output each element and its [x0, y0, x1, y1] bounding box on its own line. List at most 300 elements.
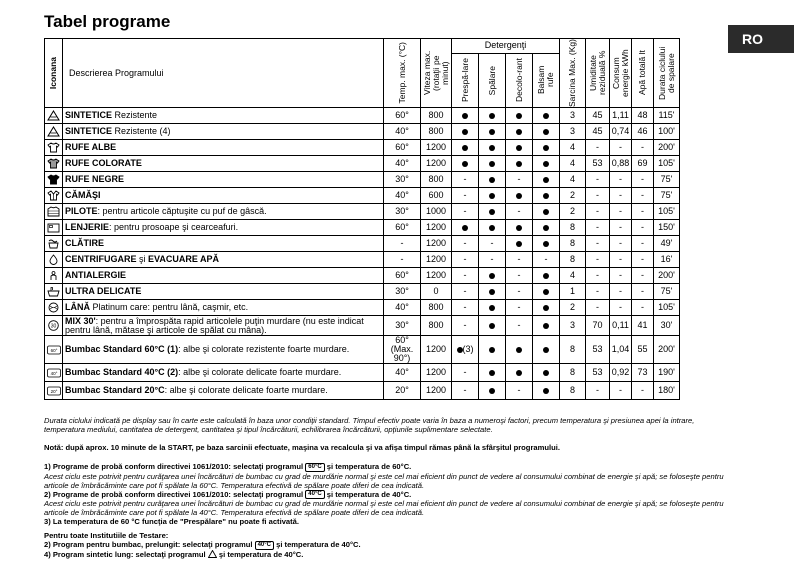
- antiallergy-icon: [45, 268, 63, 284]
- speed-cell: 1200: [421, 220, 452, 236]
- synthetic-icon: [45, 108, 63, 124]
- bleach-cell: -: [506, 252, 533, 268]
- wash-cell: [479, 108, 506, 124]
- program-row: [45, 336, 680, 364]
- prewash-cell: [452, 108, 479, 124]
- bed-linen-icon: [45, 220, 63, 236]
- dot-marker: [489, 370, 495, 376]
- softener-cell: [533, 382, 560, 400]
- temp-cell: 40°: [384, 188, 421, 204]
- duration-cell: 180': [654, 382, 680, 400]
- header-detergents: Detergenţi: [452, 39, 560, 54]
- header-temp: Temp. max. (°C): [384, 39, 421, 108]
- speed-cell: 1000: [421, 204, 452, 220]
- svg-text:20°: 20°: [50, 388, 57, 394]
- softener-cell: [533, 188, 560, 204]
- shirt-black-icon: [45, 172, 63, 188]
- bleach-cell: [506, 336, 533, 364]
- temp-cell: 40°: [384, 300, 421, 316]
- dot-marker: [516, 161, 522, 167]
- rinse-icon: [45, 236, 63, 252]
- humidity-cell: -: [586, 268, 610, 284]
- humidity-cell: -: [586, 382, 610, 400]
- header-humidity: Umiditate reziduală %: [586, 39, 610, 108]
- dot-marker: [516, 113, 522, 119]
- temp-cell: 40°: [384, 364, 421, 382]
- program-row: [45, 156, 680, 172]
- program-row: [45, 220, 680, 236]
- dot-marker: [489, 113, 495, 119]
- dot-marker: [516, 225, 522, 231]
- energy-cell: -: [610, 382, 632, 400]
- energy-cell: -: [610, 236, 632, 252]
- softener-cell: [533, 108, 560, 124]
- header-description: Descrierea Programului: [63, 39, 384, 108]
- dot-marker: [489, 289, 495, 295]
- duration-cell: 75': [654, 172, 680, 188]
- program-description: Bumbac Standard 60°C (1): albe şi colorate rezistente foarte murdare.: [63, 336, 384, 364]
- humidity-cell: -: [586, 284, 610, 300]
- speed-cell: 1200: [421, 364, 452, 382]
- dress-shirt-icon: [45, 188, 63, 204]
- softener-cell: [533, 316, 560, 336]
- wash-cell: [479, 268, 506, 284]
- duration-cell: 100': [654, 124, 680, 140]
- dot-marker: [543, 193, 549, 199]
- humidity-cell: 53: [586, 336, 610, 364]
- page-title: Tabel programe: [44, 12, 171, 31]
- cotton-40-icon: [45, 364, 63, 382]
- program-row: [45, 316, 680, 336]
- testing-title: Pentru toate Institutiile de Testare:: [44, 531, 169, 540]
- wash-cell: [479, 382, 506, 400]
- dot-marker: [462, 225, 468, 231]
- footnote-2-detail: Acest ciclu este potrivit pentru curăţarea unei încărcături de bumbac cu grad de murdărie normal şi este cel mai eficient din punct de vedere al consumului combinat de energie şi apă; se foloseşte pentru articole de îmbrăcăminte care pot fi spălate la 40°C. Temperatura efectivă de spălare poate diferi de cea indicată.: [44, 499, 724, 517]
- testing-note-4: 4) Program sintetic lung: selectaţi programul şi temperatura de 40°C.: [44, 549, 304, 559]
- wash-cell: [479, 364, 506, 382]
- program-row: [45, 364, 680, 382]
- duration-cell: 115': [654, 108, 680, 124]
- wash-cell: [479, 156, 506, 172]
- humidity-cell: 53: [586, 156, 610, 172]
- prewash-cell: [452, 124, 479, 140]
- language-tab: RO: [728, 25, 794, 53]
- temp-cell: 60°: [384, 268, 421, 284]
- dot-marker: [543, 370, 549, 376]
- dot-marker: [516, 370, 522, 376]
- speed-cell: 800: [421, 300, 452, 316]
- shirt-white-icon: [45, 140, 63, 156]
- program-row: [45, 124, 680, 140]
- temp-cell: 60°: [384, 108, 421, 124]
- bleach-cell: -: [506, 204, 533, 220]
- dot-marker: [516, 347, 522, 353]
- temp-cell: 30°: [384, 284, 421, 300]
- program-row: [45, 382, 680, 400]
- program-row: [45, 140, 680, 156]
- header-load: Sarcina Max. (Kg): [560, 39, 586, 108]
- softener-cell: [533, 140, 560, 156]
- load-cell: 8: [560, 236, 586, 252]
- speed-cell: 800: [421, 108, 452, 124]
- duration-cell: 105': [654, 300, 680, 316]
- temp-cell: 60°: [384, 220, 421, 236]
- bleach-cell: -: [506, 300, 533, 316]
- header-icon: Iconana: [45, 39, 63, 108]
- start-note: Notă: după aprox. 10 minute de la START, pe baza sarcinii efectuate, maşina va recalcula şi va afişa timpul rămas până la sfârşitul programului.: [44, 443, 560, 452]
- dot-marker: [462, 113, 468, 119]
- water-cell: -: [632, 204, 654, 220]
- speed-cell: 800: [421, 124, 452, 140]
- speed-cell: 1200: [421, 336, 452, 364]
- dot-marker: [462, 129, 468, 135]
- header-prewash: Prespă-lare: [452, 53, 479, 107]
- dot-marker: [489, 193, 495, 199]
- softener-cell: [533, 220, 560, 236]
- speed-cell: 1200: [421, 268, 452, 284]
- energy-cell: 0,92: [610, 364, 632, 382]
- humidity-cell: -: [586, 204, 610, 220]
- water-cell: -: [632, 172, 654, 188]
- bleach-cell: -: [506, 172, 533, 188]
- water-cell: 41: [632, 316, 654, 336]
- shirt-color-icon: [45, 156, 63, 172]
- prewash-cell: (3): [452, 336, 479, 364]
- dot-marker: [489, 177, 495, 183]
- dot-marker: [543, 113, 549, 119]
- program-row: [45, 284, 680, 300]
- bleach-cell: [506, 236, 533, 252]
- dot-marker: [489, 388, 495, 394]
- load-cell: 8: [560, 336, 586, 364]
- temp-cell: 40°: [384, 124, 421, 140]
- duration-cell: 16': [654, 252, 680, 268]
- energy-cell: 1,04: [610, 336, 632, 364]
- load-cell: 2: [560, 204, 586, 220]
- duration-cell: 200': [654, 268, 680, 284]
- humidity-cell: -: [586, 188, 610, 204]
- duration-cell: 105': [654, 204, 680, 220]
- program-description: CLĂTIRE: [63, 236, 384, 252]
- load-cell: 8: [560, 364, 586, 382]
- hand-wash-icon: [45, 284, 63, 300]
- energy-cell: -: [610, 140, 632, 156]
- speed-cell: 600: [421, 188, 452, 204]
- header-bleach: Decolo-rant: [506, 53, 533, 107]
- wash-cell: [479, 316, 506, 336]
- spin-drain-icon: [45, 252, 63, 268]
- dot-marker: [489, 347, 495, 353]
- humidity-cell: 45: [586, 124, 610, 140]
- bleach-cell: [506, 220, 533, 236]
- water-cell: 46: [632, 124, 654, 140]
- softener-cell: [533, 156, 560, 172]
- load-cell: 8: [560, 220, 586, 236]
- energy-cell: -: [610, 220, 632, 236]
- program-table: [44, 38, 680, 400]
- duration-cell: 49': [654, 236, 680, 252]
- testing-note-2: 2) Program pentru bumbac, prelungit: selectaţi programul 40°C şi temperatura de 40°C.: [44, 540, 361, 549]
- prewash-cell: -: [452, 172, 479, 188]
- temp-cell: 30°: [384, 316, 421, 336]
- energy-cell: -: [610, 252, 632, 268]
- dot-marker: [543, 161, 549, 167]
- humidity-cell: -: [586, 300, 610, 316]
- load-cell: 1: [560, 284, 586, 300]
- program-row: [45, 108, 680, 124]
- dot-marker: [489, 145, 495, 151]
- svg-text:30: 30: [50, 323, 57, 330]
- program-row: [45, 236, 680, 252]
- program-row: [45, 172, 680, 188]
- program-description: SINTETICE Rezistente: [63, 108, 384, 124]
- cotton-60-icon: 60°C: [305, 463, 324, 472]
- footnotes: [44, 462, 724, 560]
- wash-cell: [479, 220, 506, 236]
- duration-cell: 30': [654, 316, 680, 336]
- prewash-cell: [452, 140, 479, 156]
- load-cell: 2: [560, 300, 586, 316]
- humidity-cell: -: [586, 220, 610, 236]
- footnote-1: 1) Programe de probă conform directivei 1061/2010: selectaţi programul 60°C şi temperatura de 60°C.: [44, 462, 412, 471]
- energy-cell: -: [610, 188, 632, 204]
- header-speed: Viteza max. (rotaţii pe minut): [421, 39, 452, 108]
- duration-cell: 105': [654, 156, 680, 172]
- program-description: Bumbac Standard 20°C: albe şi colorate delicate foarte murdare.: [63, 382, 384, 400]
- program-description: SINTETICE Rezistente (4): [63, 124, 384, 140]
- cotton-20-icon: [45, 382, 63, 400]
- program-description: ANTIALERGIE: [63, 268, 384, 284]
- dot-marker: [543, 177, 549, 183]
- temp-cell: 40°: [384, 156, 421, 172]
- dot-marker: [516, 193, 522, 199]
- wash-cell: -: [479, 236, 506, 252]
- energy-cell: -: [610, 284, 632, 300]
- load-cell: 3: [560, 124, 586, 140]
- softener-cell: [533, 300, 560, 316]
- softener-cell: [533, 268, 560, 284]
- bleach-cell: -: [506, 316, 533, 336]
- duration-cell: 75': [654, 188, 680, 204]
- dot-marker: [462, 161, 468, 167]
- program-description: CĂMĂŞI: [63, 188, 384, 204]
- program-row: [45, 204, 680, 220]
- load-cell: 4: [560, 172, 586, 188]
- bleach-cell: [506, 156, 533, 172]
- dot-marker: [516, 129, 522, 135]
- water-cell: -: [632, 220, 654, 236]
- speed-cell: 1200: [421, 382, 452, 400]
- prewash-cell: -: [452, 364, 479, 382]
- prewash-cell: -: [452, 382, 479, 400]
- softener-cell: -: [533, 252, 560, 268]
- energy-cell: 0,88: [610, 156, 632, 172]
- load-cell: 3: [560, 316, 586, 336]
- mix-30-icon: [45, 316, 63, 336]
- wash-cell: [479, 124, 506, 140]
- program-description: ULTRA DELICATE: [63, 284, 384, 300]
- synthetic-icon: [208, 550, 217, 560]
- dot-marker: [489, 129, 495, 135]
- wash-cell: [479, 172, 506, 188]
- water-cell: -: [632, 300, 654, 316]
- program-description: MIX 30': pentru a împrospăta rapid articolele puţin murdare (nu este indicat pentru lână, mătase şi articole de spălat cu mâna).: [63, 316, 384, 336]
- dot-marker: [543, 289, 549, 295]
- dot-marker: [543, 225, 549, 231]
- program-description: RUFE ALBE: [63, 140, 384, 156]
- water-cell: -: [632, 268, 654, 284]
- energy-cell: 0,11: [610, 316, 632, 336]
- speed-cell: 1200: [421, 236, 452, 252]
- cotton-60-icon: [45, 336, 63, 364]
- energy-cell: -: [610, 268, 632, 284]
- speed-cell: 0: [421, 284, 452, 300]
- humidity-cell: 70: [586, 316, 610, 336]
- softener-cell: [533, 336, 560, 364]
- bleach-cell: -: [506, 268, 533, 284]
- softener-cell: [533, 284, 560, 300]
- water-cell: -: [632, 382, 654, 400]
- temp-cell: -: [384, 252, 421, 268]
- wash-cell: [479, 188, 506, 204]
- header-duration: Durata ciclului de spalare: [654, 39, 680, 108]
- footnote-2: 2) Programe de probă conform directivei 1061/2010: selectaţi programul 40°C şi temperatura de 40°C.: [44, 489, 412, 499]
- humidity-cell: 45: [586, 108, 610, 124]
- prewash-cell: [452, 156, 479, 172]
- water-cell: -: [632, 236, 654, 252]
- program-row: [45, 188, 680, 204]
- duration-cell: 200': [654, 336, 680, 364]
- load-cell: 4: [560, 268, 586, 284]
- header-wash: Spălare: [479, 53, 506, 107]
- bleach-cell: [506, 364, 533, 382]
- prewash-cell: -: [452, 284, 479, 300]
- wash-cell: [479, 284, 506, 300]
- temp-cell: 20°: [384, 382, 421, 400]
- load-cell: 4: [560, 140, 586, 156]
- cotton-40-icon: 40°C: [255, 541, 274, 550]
- load-cell: 4: [560, 156, 586, 172]
- water-cell: 69: [632, 156, 654, 172]
- prewash-cell: -: [452, 268, 479, 284]
- wash-cell: [479, 336, 506, 364]
- program-description: RUFE NEGRE: [63, 172, 384, 188]
- program-description: Bumbac Standard 40°C (2): albe şi colorate delicate foarte murdare.: [63, 364, 384, 382]
- speed-cell: 1200: [421, 252, 452, 268]
- wash-cell: -: [479, 252, 506, 268]
- load-cell: 8: [560, 252, 586, 268]
- header-energy: Consum energie kWh: [610, 39, 632, 108]
- softener-cell: [533, 364, 560, 382]
- dot-marker: [543, 273, 549, 279]
- synthetic-icon: [45, 124, 63, 140]
- svg-text:40°: 40°: [50, 370, 57, 376]
- wash-cell: [479, 300, 506, 316]
- energy-cell: 0,74: [610, 124, 632, 140]
- dot-marker: [516, 145, 522, 151]
- wash-cell: [479, 140, 506, 156]
- header-softener: Balsam rufe: [533, 53, 560, 107]
- duration-cell: 190': [654, 364, 680, 382]
- dot-marker: [543, 241, 549, 247]
- humidity-cell: -: [586, 140, 610, 156]
- energy-cell: -: [610, 172, 632, 188]
- duration-cell: 75': [654, 284, 680, 300]
- bleach-cell: [506, 108, 533, 124]
- dot-marker: [543, 209, 549, 215]
- softener-cell: [533, 172, 560, 188]
- speed-cell: 800: [421, 172, 452, 188]
- softener-cell: [533, 124, 560, 140]
- load-cell: 3: [560, 108, 586, 124]
- jacket-icon: [45, 204, 63, 220]
- humidity-cell: -: [586, 172, 610, 188]
- svg-text:60°: 60°: [50, 347, 57, 353]
- header-water: Apă totală lt: [632, 39, 654, 108]
- dot-marker: [489, 323, 495, 329]
- bleach-cell: [506, 124, 533, 140]
- speed-cell: 1200: [421, 140, 452, 156]
- wash-cell: [479, 204, 506, 220]
- humidity-cell: -: [586, 236, 610, 252]
- program-row: [45, 252, 680, 268]
- speed-cell: 800: [421, 316, 452, 336]
- energy-cell: 1,11: [610, 108, 632, 124]
- duration-cell: 150': [654, 220, 680, 236]
- temp-cell: -: [384, 236, 421, 252]
- bleach-cell: -: [506, 382, 533, 400]
- temp-cell: 30°: [384, 172, 421, 188]
- dot-marker: [543, 129, 549, 135]
- wool-icon: [45, 300, 63, 316]
- footnote-1-detail: Acest ciclu este potrivit pentru curăţarea unei încărcături de bumbac cu grad de murdărie normal şi este cel mai eficient din punct de vedere al consumului combinat de energie şi apă; se foloseşte pentru articole de îmbrăcăminte care pot fi spălate la 60°C. Temperatura efectivă de spălare poate diferi de cea indicată.: [44, 471, 724, 490]
- water-cell: -: [632, 140, 654, 156]
- program-description: PILOTE: pentru articole căptuşite cu puf de gâscă.: [63, 204, 384, 220]
- water-cell: 73: [632, 364, 654, 382]
- temp-cell: 60° (Max. 90°): [384, 336, 421, 364]
- humidity-cell: -: [586, 252, 610, 268]
- water-cell: -: [632, 252, 654, 268]
- humidity-cell: 53: [586, 364, 610, 382]
- dot-marker: [543, 305, 549, 311]
- prewash-cell: -: [452, 316, 479, 336]
- dot-marker: [489, 209, 495, 215]
- dot-marker: [516, 241, 522, 247]
- dot-marker: [543, 388, 549, 394]
- dot-marker: [489, 161, 495, 167]
- cotton-40-icon: 40°C: [305, 490, 324, 499]
- dot-marker: [543, 347, 549, 353]
- program-description: RUFE COLORATE: [63, 156, 384, 172]
- prewash-cell: [452, 220, 479, 236]
- program-description: LENJERIE: pentru prosoape şi cearceafuri.: [63, 220, 384, 236]
- energy-cell: -: [610, 204, 632, 220]
- temp-cell: 30°: [384, 204, 421, 220]
- dot-marker: [462, 145, 468, 151]
- water-cell: 48: [632, 108, 654, 124]
- dot-marker: [489, 273, 495, 279]
- dot-marker: [543, 323, 549, 329]
- program-description: CENTRIFUGARE şi EVACUARE APĂ: [63, 252, 384, 268]
- speed-cell: 1200: [421, 156, 452, 172]
- bleach-cell: [506, 188, 533, 204]
- prewash-cell: -: [452, 252, 479, 268]
- prewash-cell: -: [452, 300, 479, 316]
- water-cell: -: [632, 188, 654, 204]
- softener-cell: [533, 204, 560, 220]
- load-cell: 2: [560, 188, 586, 204]
- temp-cell: 60°: [384, 140, 421, 156]
